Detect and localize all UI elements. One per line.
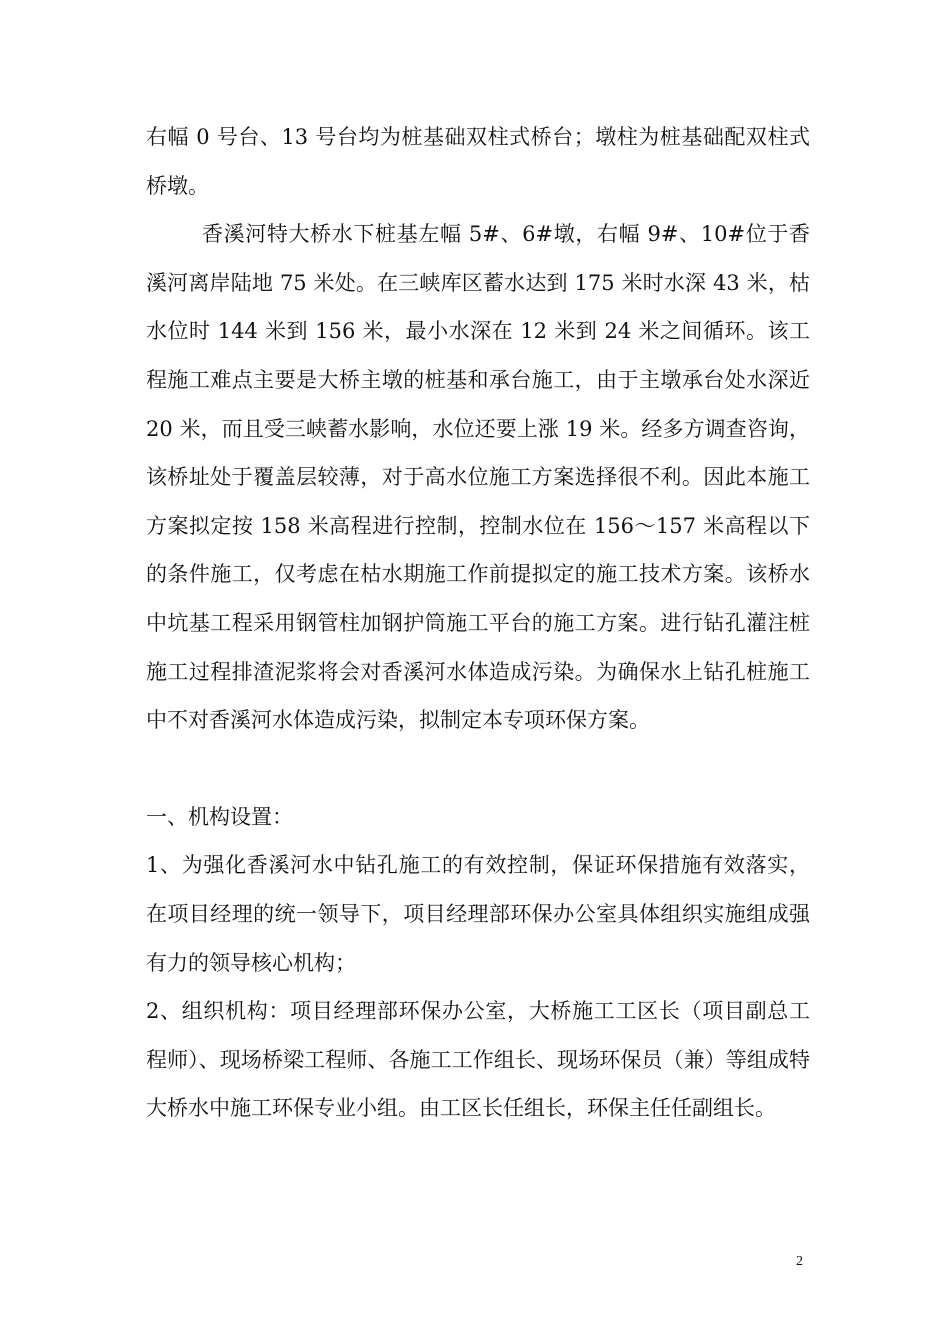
list-item: 2、组织机构：项目经理部环保办公室，大桥施工工区长（项目副总工程师）、现场桥梁工程师、各施工工作组长、现场环保员（兼）等组成特大桥水中施工环保专业小组。由工区长任组长，环保主任任副组长。 (146, 999, 810, 1121)
section-heading: 一、机构设置： (146, 804, 293, 829)
page-number: 2 (796, 1254, 803, 1269)
list-item: 1、为强化香溪河水中钻孔施工的有效控制，保证环保措施有效落实，在项目经理的统一领导下，项目经理部环保办公室具体组织实施组成强有力的领导核心机构； (146, 853, 810, 975)
paragraph-project-overview: 香溪河特大桥水下桩基左幅 5#、6#墩，右幅 9#、10#位于香溪河离岸陆地 75 米处。在三峡库区蓄水达到 175 米时水深 43 米，枯水位时 144 米到 156 米，最小水深在 12 米到 24 米之间循环。该工程施工难点主要是大桥主墩的桩基和承台施工，由于主墩承台处水深近 20 米，而且受三峡蓄水影响，水位还要上涨 19 米。经多方调查咨询，该桥址处于覆盖层较薄，对于高水位施工方案选择很不利。因此本施工方案拟定按 158 米高程进行控制，控制水位在 156～157 米高程以下的条件施工，仅考虑在枯水期施工作前提拟定的施工技术方案。该桥水中坑基工程采用钢管柱加钢护筒施工平台的施工方案。进行钻孔灌注桩施工过程排渣泥浆将会对香溪河水体造成污染。为确保水上钻孔桩施工中不对香溪河水体造成污染，拟制定本专项环保方案。 (146, 222, 810, 733)
paragraph-abutment-description: 右幅 0 号台、13 号台均为桩基础双柱式桥台；墩柱为桩基础配双柱式桥墩。 (146, 125, 810, 198)
document-body (146, 113, 810, 1133)
paragraph-spacer (146, 745, 810, 793)
